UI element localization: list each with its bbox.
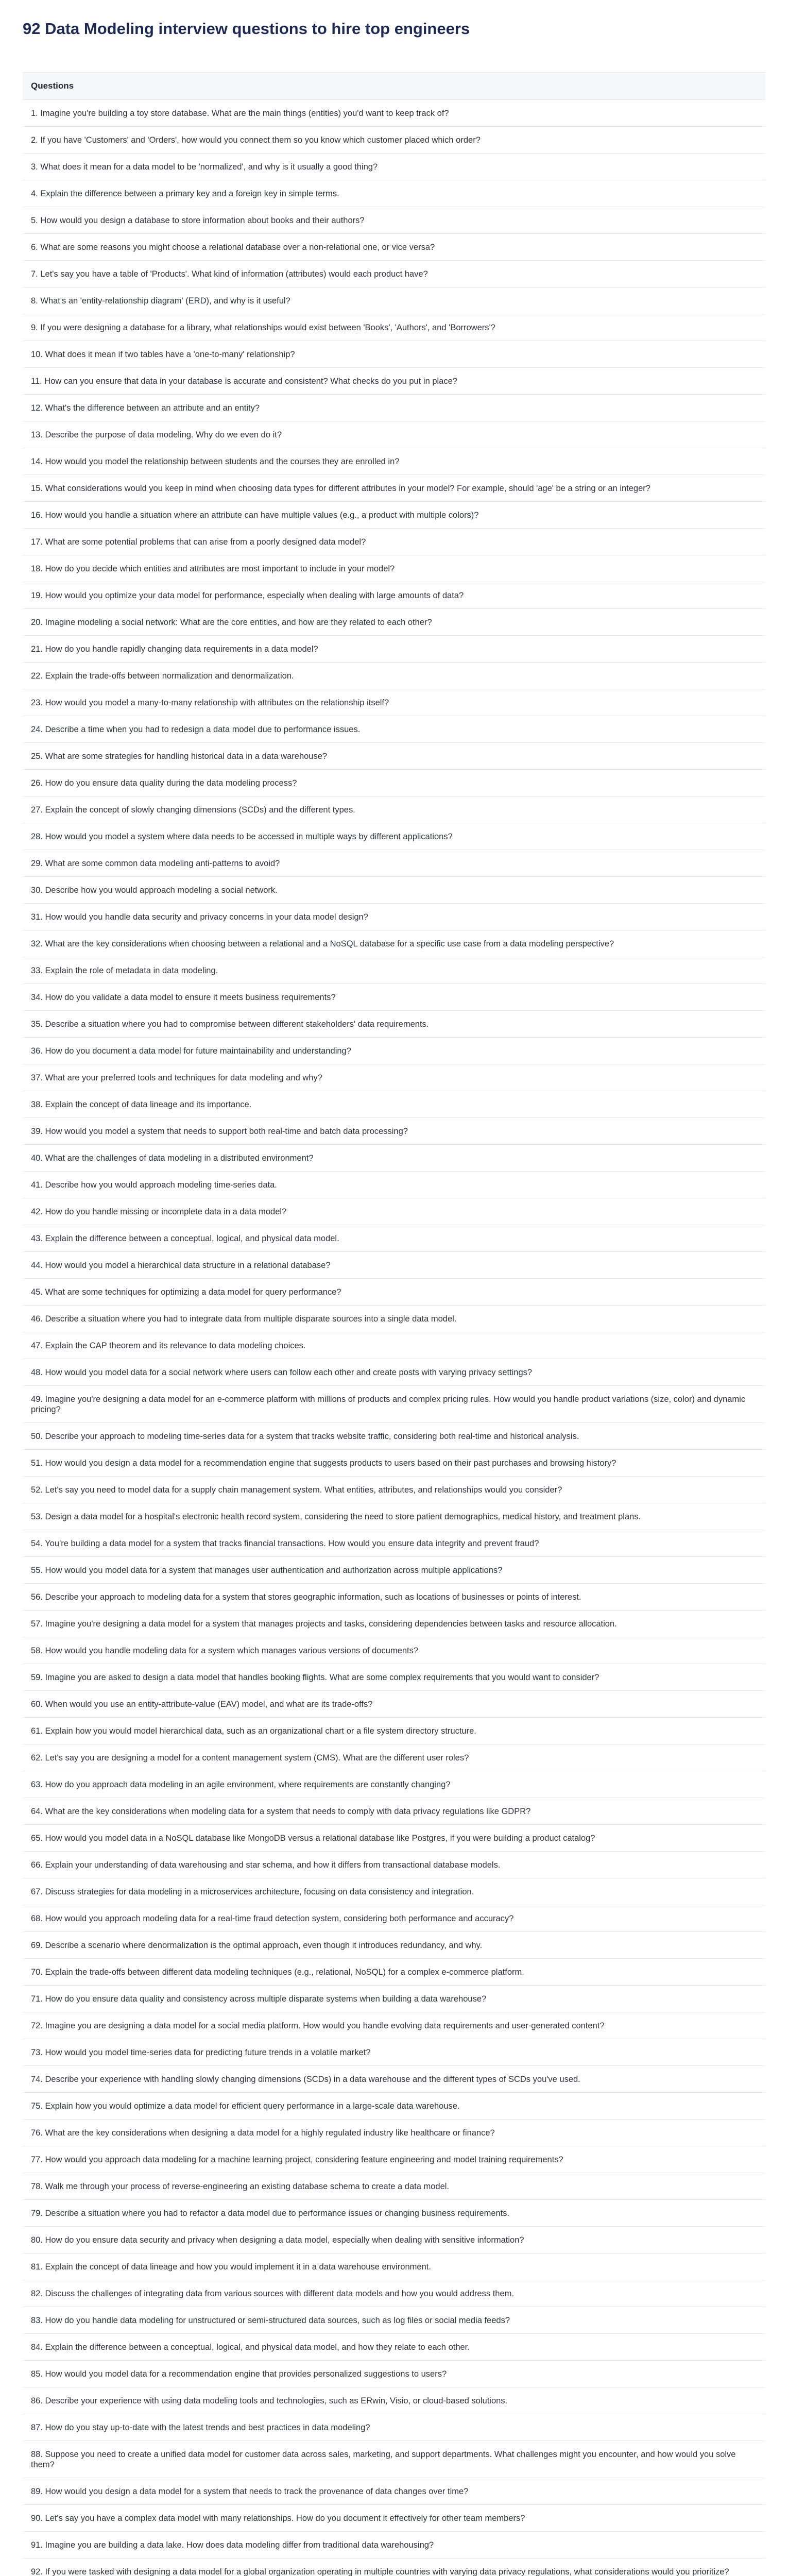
- table-row: 54. You're building a data model for a system that tracks financial transactions. How would you ensure data integrity and prevent fraud?: [23, 1530, 765, 1557]
- table-row: 10. What does it mean if two tables have a 'one-to-many' relationship?: [23, 341, 765, 368]
- table-row: 42. How do you handle missing or incomplete data in a data model?: [23, 1198, 765, 1225]
- table-row: 84. Explain the difference between a conceptual, logical, and physical data model, and how they relate to each other.: [23, 2334, 765, 2361]
- table-row: 67. Discuss strategies for data modeling in a microservices architecture, focusing on data consistency and integration.: [23, 1878, 765, 1905]
- table-row: 70. Explain the trade-offs between different data modeling techniques (e.g., relational, NoSQL) for a complex e-commerce platform.: [23, 1959, 765, 1986]
- table-row: 23. How would you model a many-to-many relationship with attributes on the relationship itself?: [23, 689, 765, 716]
- table-row: 86. Describe your experience with using data modeling tools and technologies, such as ERwin, Visio, or cloud-based solutions.: [23, 2387, 765, 2414]
- table-row: 49. Imagine you're designing a data model for an e-commerce platform with millions of products and complex pricing rules. How would you handle product variations (size, color) and dynamic pricing?: [23, 1386, 765, 1423]
- table-row: 92. If you were tasked with designing a data model for a global organization operating in multiple countries with varying data privacy regulations, what considerations would you prioritize?: [23, 2558, 765, 2576]
- table-row: 44. How would you model a hierarchical data structure in a relational database?: [23, 1252, 765, 1279]
- table-row: 81. Explain the concept of data lineage and how you would implement it in a data warehouse environment.: [23, 2253, 765, 2280]
- table-row: 11. How can you ensure that data in your database is accurate and consistent? What checks do you put in place?: [23, 368, 765, 395]
- table-row: 43. Explain the difference between a conceptual, logical, and physical data model.: [23, 1225, 765, 1252]
- table-row: 83. How do you handle data modeling for unstructured or semi-structured data sources, such as log files or social media feeds?: [23, 2307, 765, 2334]
- questions-table: [23, 72, 765, 2576]
- table-row: 56. Describe your approach to modeling data for a system that stores geographic information, such as locations of businesses or points of interest.: [23, 1584, 765, 1611]
- table-row: 90. Let's say you have a complex data model with many relationships. How do you document it effectively for other team members?: [23, 2505, 765, 2532]
- table-header: Questions: [23, 73, 765, 100]
- table-row: 28. How would you model a system where data needs to be accessed in multiple ways by different applications?: [23, 823, 765, 850]
- table-row: 66. Explain your understanding of data warehousing and star schema, and how it differs from transactional database models.: [23, 1852, 765, 1878]
- table-row: 4. Explain the difference between a primary key and a foreign key in simple terms.: [23, 180, 765, 207]
- table-row: 46. Describe a situation where you had to integrate data from multiple disparate sources into a single data model.: [23, 1306, 765, 1332]
- table-row: 47. Explain the CAP theorem and its relevance to data modeling choices.: [23, 1332, 765, 1359]
- table-row: 53. Design a data model for a hospital's electronic health record system, considering the need to store patient demographics, medical history, and treatment plans.: [23, 1503, 765, 1530]
- table-row: 52. Let's say you need to model data for a supply chain management system. What entities, attributes, and relationships would you consider?: [23, 1477, 765, 1503]
- table-row: 41. Describe how you would approach modeling time-series data.: [23, 1172, 765, 1198]
- table-row: 59. Imagine you are asked to design a data model that handles booking flights. What are some complex requirements that you would want to consider?: [23, 1664, 765, 1691]
- table-row: 31. How would you handle data security and privacy concerns in your data model design?: [23, 904, 765, 930]
- table-row: 88. Suppose you need to create a unified data model for customer data across sales, marketing, and support departments. What challenges might you encounter, and how would you solve them?: [23, 2441, 765, 2478]
- table-row: 45. What are some techniques for optimizing a data model for query performance?: [23, 1279, 765, 1306]
- table-row: 22. Explain the trade-offs between normalization and denormalization.: [23, 663, 765, 689]
- table-row: 72. Imagine you are designing a data model for a social media platform. How would you handle evolving data requirements and user-generated content?: [23, 2012, 765, 2039]
- table-row: 79. Describe a situation where you had to refactor a data model due to performance issues or changing business requirements.: [23, 2200, 765, 2227]
- table-row: 65. How would you model data in a NoSQL database like MongoDB versus a relational database like Postgres, if you were building a product catalog?: [23, 1825, 765, 1852]
- table-row: 73. How would you model time-series data for predicting future trends in a volatile market?: [23, 2039, 765, 2066]
- table-row: 39. How would you model a system that needs to support both real-time and batch data processing?: [23, 1118, 765, 1145]
- table-row: 50. Describe your approach to modeling time-series data for a system that tracks website traffic, considering both real-time and historical analysis.: [23, 1423, 765, 1450]
- table-row: 77. How would you approach data modeling for a machine learning project, considering feature engineering and model training requirements?: [23, 2146, 765, 2173]
- table-row: 7. Let's say you have a table of 'Products'. What kind of information (attributes) would each product have?: [23, 261, 765, 287]
- table-row: 85. How would you model data for a recommendation engine that provides personalized suggestions to users?: [23, 2361, 765, 2387]
- table-row: 78. Walk me through your process of reverse-engineering an existing database schema to create a data model.: [23, 2173, 765, 2200]
- table-row: 27. Explain the concept of slowly changing dimensions (SCDs) and the different types.: [23, 796, 765, 823]
- table-row: 48. How would you model data for a social network where users can follow each other and create posts with varying privacy settings?: [23, 1359, 765, 1386]
- table-row: 89. How would you design a data model for a system that needs to track the provenance of data changes over time?: [23, 2478, 765, 2505]
- table-row: 3. What does it mean for a data model to be 'normalized', and why is it usually a good thing?: [23, 154, 765, 180]
- table-row: 14. How would you model the relationship between students and the courses they are enrolled in?: [23, 448, 765, 475]
- table-row: 51. How would you design a data model for a recommendation engine that suggests products to users based on their past purchases and browsing history?: [23, 1450, 765, 1477]
- table-row: 80. How do you ensure data security and privacy when designing a data model, especially when dealing with sensitive information?: [23, 2227, 765, 2253]
- table-row: 2. If you have 'Customers' and 'Orders', how would you connect them so you know which customer placed which order?: [23, 127, 765, 154]
- table-row: 12. What's the difference between an attribute and an entity?: [23, 395, 765, 421]
- table-row: 21. How do you handle rapidly changing data requirements in a data model?: [23, 636, 765, 663]
- table-row: 8. What's an 'entity-relationship diagram' (ERD), and why is it useful?: [23, 287, 765, 314]
- table-row: 30. Describe how you would approach modeling a social network.: [23, 877, 765, 904]
- table-row: 29. What are some common data modeling anti-patterns to avoid?: [23, 850, 765, 877]
- table-row: 32. What are the key considerations when choosing between a relational and a NoSQL database for a specific use case from a data modeling perspective?: [23, 930, 765, 957]
- table-row: 75. Explain how you would optimize a data model for efficient query performance in a large-scale data warehouse.: [23, 2093, 765, 2120]
- table-row: 33. Explain the role of metadata in data modeling.: [23, 957, 765, 984]
- table-row: 5. How would you design a database to store information about books and their authors?: [23, 207, 765, 234]
- table-row: 68. How would you approach modeling data for a real-time fraud detection system, considering both performance and accuracy?: [23, 1905, 765, 1932]
- table-row: 69. Describe a scenario where denormalization is the optimal approach, even though it introduces redundancy, and why.: [23, 1932, 765, 1959]
- table-row: 60. When would you use an entity-attribute-value (EAV) model, and what are its trade-offs?: [23, 1691, 765, 1718]
- table-row: 76. What are the key considerations when designing a data model for a highly regulated industry like healthcare or finance?: [23, 2120, 765, 2146]
- table-row: 71. How do you ensure data quality and consistency across multiple disparate systems when building a data warehouse?: [23, 1986, 765, 2012]
- table-row: 19. How would you optimize your data model for performance, especially when dealing with large amounts of data?: [23, 582, 765, 609]
- table-row: 58. How would you handle modeling data for a system which manages various versions of documents?: [23, 1637, 765, 1664]
- table-row: 91. Imagine you are building a data lake. How does data modeling differ from traditional data warehousing?: [23, 2532, 765, 2558]
- table-row: 64. What are the key considerations when modeling data for a system that needs to comply with data privacy regulations like GDPR?: [23, 1798, 765, 1825]
- table-row: 13. Describe the purpose of data modeling. Why do we even do it?: [23, 421, 765, 448]
- table-row: 24. Describe a time when you had to redesign a data model due to performance issues.: [23, 716, 765, 743]
- table-row: 37. What are your preferred tools and techniques for data modeling and why?: [23, 1064, 765, 1091]
- table-row: 40. What are the challenges of data modeling in a distributed environment?: [23, 1145, 765, 1172]
- page-title: 92 Data Modeling interview questions to hire top engineers: [23, 20, 470, 38]
- table-row: 1. Imagine you're building a toy store database. What are the main things (entities) you'd want to keep track of?: [23, 100, 765, 127]
- table-row: 38. Explain the concept of data lineage and its importance.: [23, 1091, 765, 1118]
- table-row: 57. Imagine you're designing a data model for a system that manages projects and tasks, considering dependencies between tasks and resource allocation.: [23, 1611, 765, 1637]
- table-row: 55. How would you model data for a system that manages user authentication and authorization across multiple applications?: [23, 1557, 765, 1584]
- table-row: 35. Describe a situation where you had to compromise between different stakeholders' data requirements.: [23, 1011, 765, 1038]
- table-row: 26. How do you ensure data quality during the data modeling process?: [23, 770, 765, 796]
- table-row: 25. What are some strategies for handling historical data in a data warehouse?: [23, 743, 765, 770]
- table-row: 20. Imagine modeling a social network: What are the core entities, and how are they related to each other?: [23, 609, 765, 636]
- table-row: 61. Explain how you would model hierarchical data, such as an organizational chart or a file system directory structure.: [23, 1718, 765, 1744]
- table-row: 87. How do you stay up-to-date with the latest trends and best practices in data modeling?: [23, 2414, 765, 2441]
- page: [23, 0, 765, 2576]
- table-row: 63. How do you approach data modeling in an agile environment, where requirements are constantly changing?: [23, 1771, 765, 1798]
- table-row: 34. How do you validate a data model to ensure it meets business requirements?: [23, 984, 765, 1011]
- table-row: 74. Describe your experience with handling slowly changing dimensions (SCDs) in a data warehouse and the different types of SCDs you've used.: [23, 2066, 765, 2093]
- table-row: 17. What are some potential problems that can arise from a poorly designed data model?: [23, 529, 765, 555]
- table-row: 18. How do you decide which entities and attributes are most important to include in your model?: [23, 555, 765, 582]
- table-row: 15. What considerations would you keep in mind when choosing data types for different attributes in your model? For example, should 'age' be a string or an integer?: [23, 475, 765, 502]
- table-row: 9. If you were designing a database for a library, what relationships would exist between 'Books', 'Authors', and 'Borrowers'?: [23, 314, 765, 341]
- table-body: [23, 100, 765, 2576]
- table-row: 6. What are some reasons you might choose a relational database over a non-relational one, or vice versa?: [23, 234, 765, 261]
- table-row: 82. Discuss the challenges of integrating data from various sources with different data models and how you would address them.: [23, 2280, 765, 2307]
- table-row: 16. How would you handle a situation where an attribute can have multiple values (e.g., a product with multiple colors)?: [23, 502, 765, 529]
- table-row: 62. Let's say you are designing a model for a content management system (CMS). What are the different user roles?: [23, 1744, 765, 1771]
- table-row: 36. How do you document a data model for future maintainability and understanding?: [23, 1038, 765, 1064]
